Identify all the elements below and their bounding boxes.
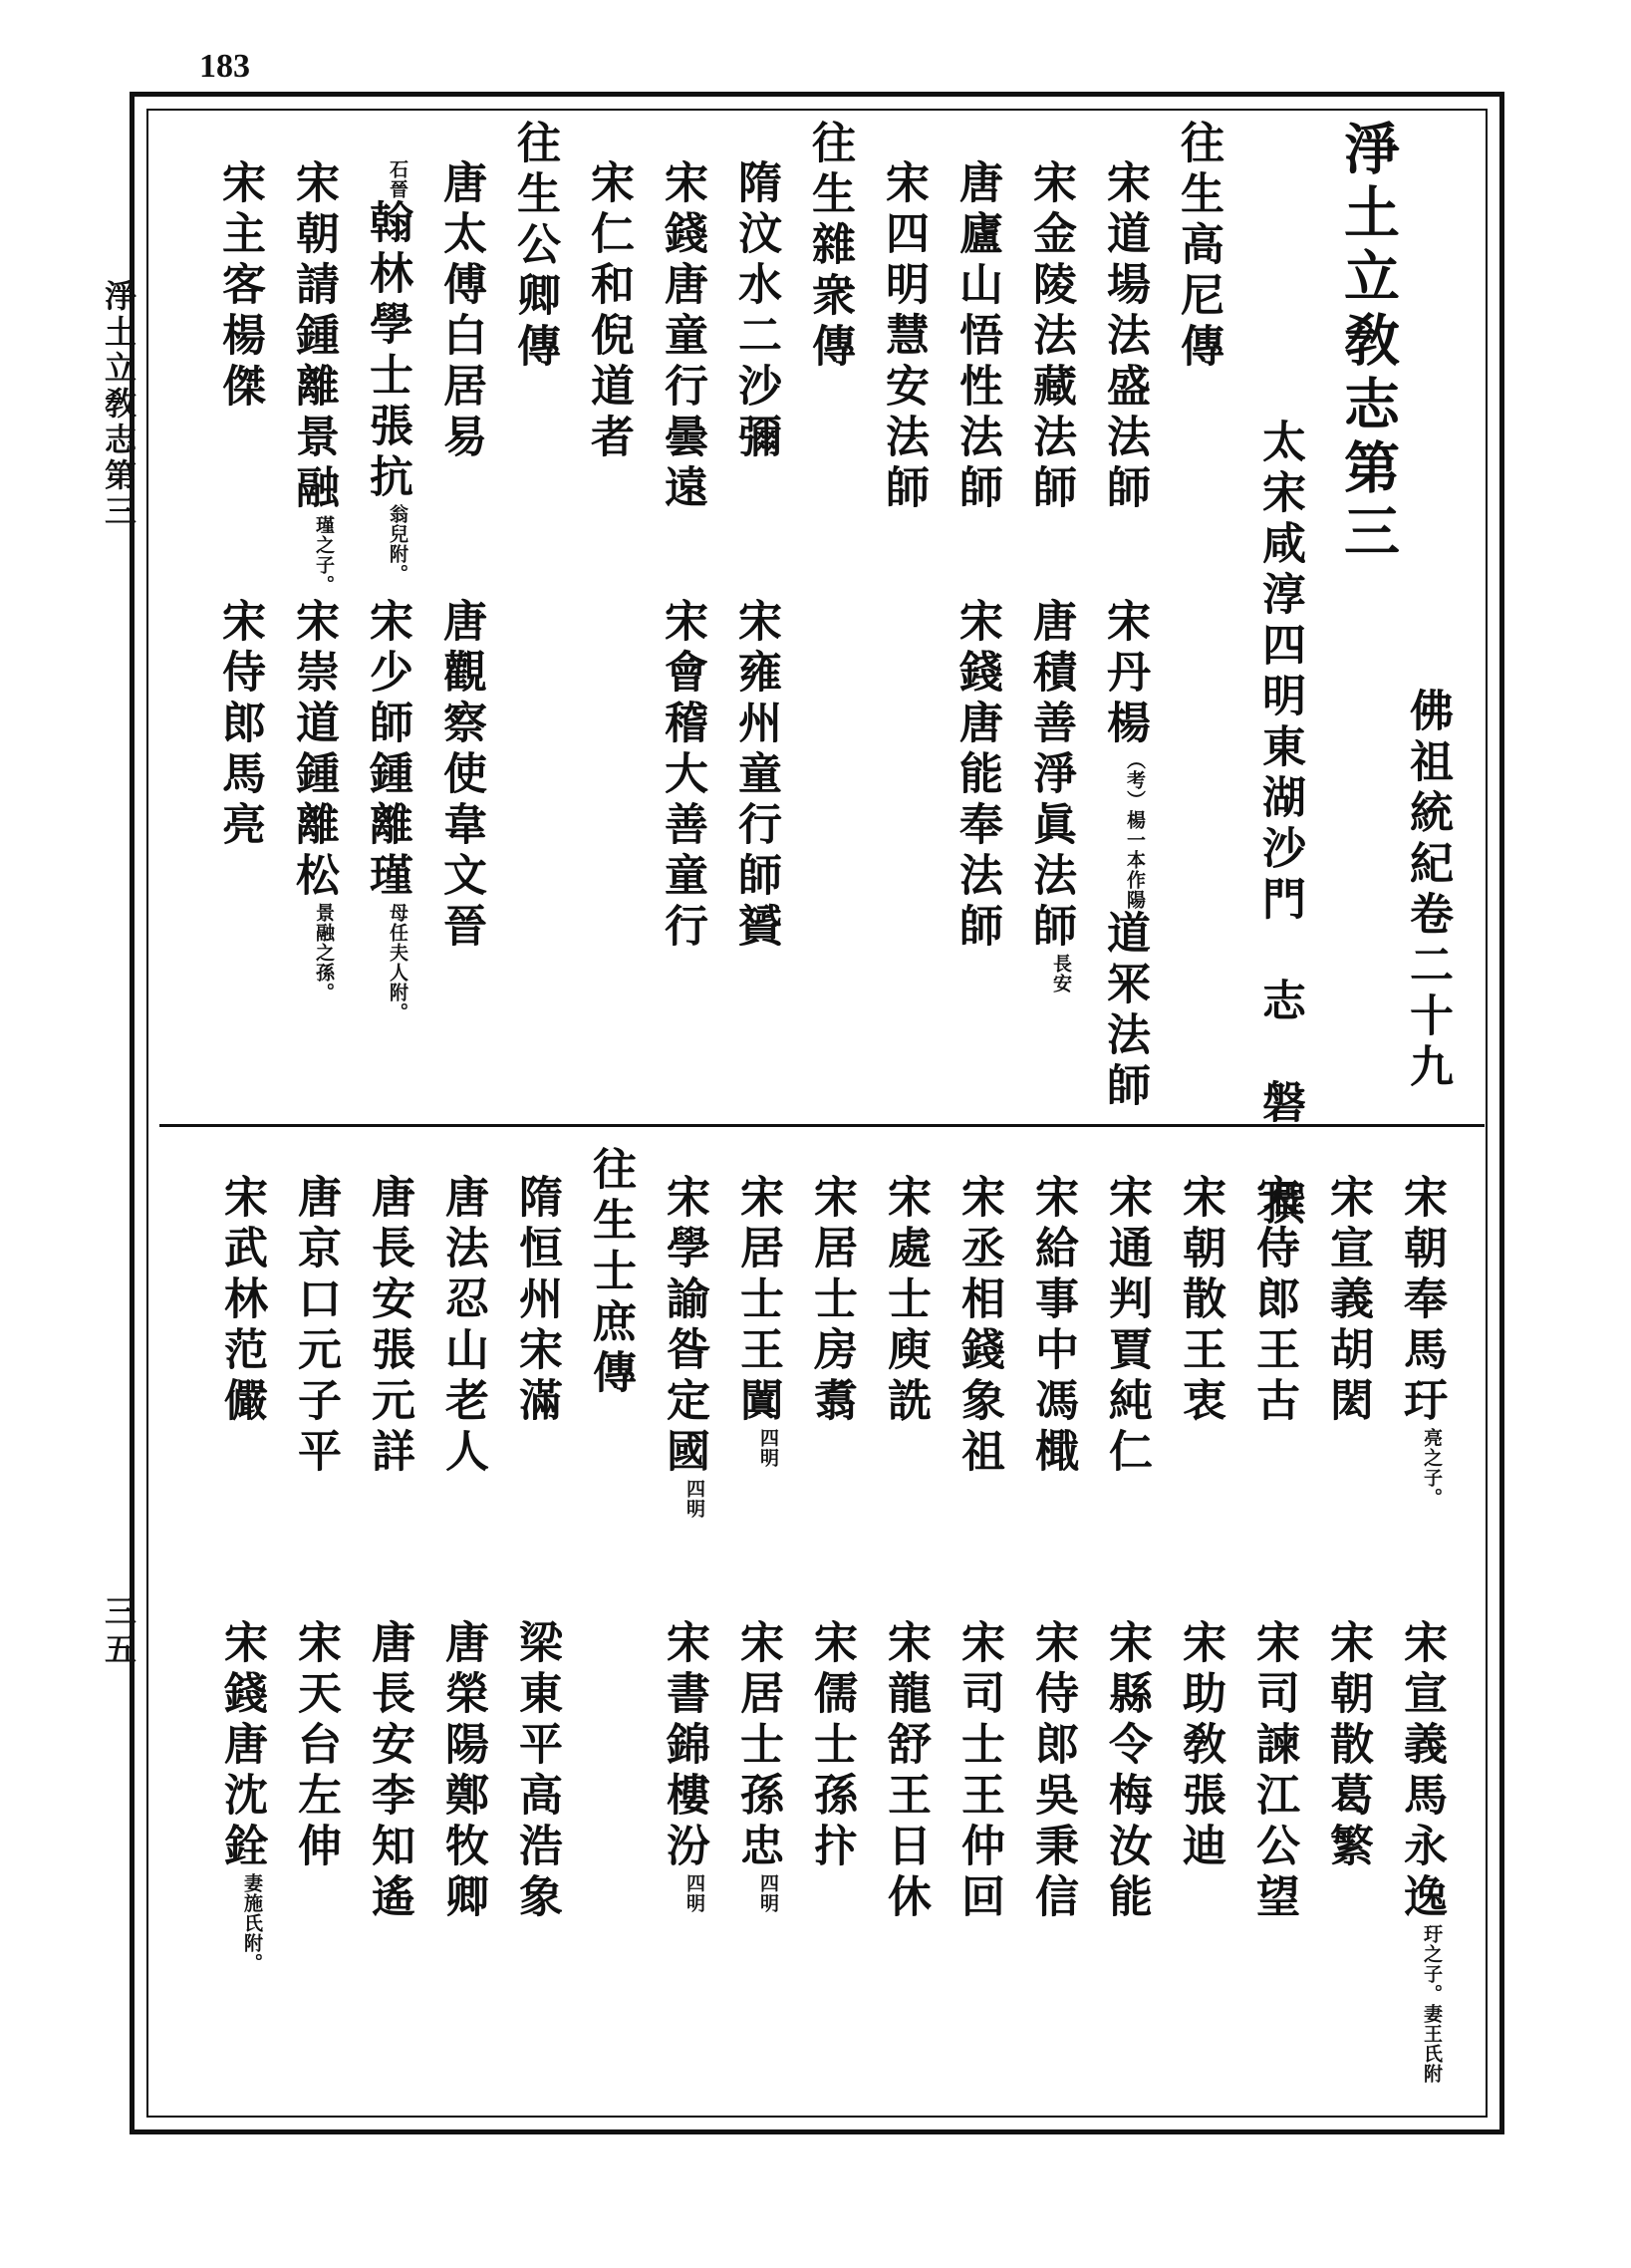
author-line: 太宋咸淳四明東湖沙門 志 磐 撰 — [1254, 419, 1305, 1232]
margin-label: 淨土立敎志第三 — [100, 279, 137, 530]
bottom-col-6b: 宋侍郎吳秉信 — [1027, 1619, 1078, 1924]
annotation: 玗之子。妻王氏附 — [1421, 1924, 1443, 2084]
bottom-col-2a: 宋宣義胡閎 — [1322, 1174, 1373, 1428]
top-col-11b: 唐觀察使韋文晉 — [435, 598, 486, 954]
bottom-col-17b: 宋錢唐沈銓妻施氏附。 — [216, 1619, 267, 1973]
chapter-title: 淨土立敎志第三 — [1335, 120, 1401, 566]
top-col-3b: 唐積善淨眞法師長安 — [1025, 598, 1076, 993]
annotation: 四明 — [683, 1479, 705, 1519]
annotation: 四明 — [683, 1873, 705, 1913]
bottom-col-7b: 宋司士王仲回 — [953, 1619, 1004, 1924]
bottom-col-11a: 宋學諭昝定國四明 — [659, 1174, 709, 1519]
bottom-col-12: 往生士庶傳 — [585, 1146, 636, 1400]
page-number: 183 — [199, 48, 250, 85]
bottom-col-6a: 宋給事中馮檝 — [1027, 1174, 1078, 1479]
annotation: 翁兒附。 — [387, 504, 408, 584]
top-col-12a: 石晉翰林學士張抗翁兒附。 — [362, 159, 412, 584]
bottom-col-14a: 唐法忍山老人 — [437, 1174, 488, 1479]
top-col-9: 宋仁和倪道者 — [583, 159, 634, 464]
bottom-col-17a: 宋武林范儼 — [216, 1174, 267, 1428]
bottom-col-15b: 唐長安李知遙 — [364, 1619, 414, 1924]
bottom-col-13a: 隋恒州宋滿 — [511, 1174, 562, 1428]
top-col-4a: 唐廬山悟性法師 — [951, 159, 1002, 515]
annotation: 妻施氏附。 — [241, 1873, 263, 1973]
top-col-2b: 宋丹楊（考）楊一本作陽道冞法師 — [1099, 598, 1150, 1113]
section-heading: 往生高尼傳 — [1173, 120, 1223, 374]
top-col-8b: 宋會稽大善童行 — [657, 598, 707, 954]
bottom-col-8a: 宋處士庾詵 — [880, 1174, 931, 1428]
top-col-2a: 宋道場法盛法師 — [1099, 159, 1150, 515]
top-col-8a: 宋錢唐童行曇遠 — [657, 159, 707, 515]
book-title: 佛祖統紀卷二十九 — [1402, 688, 1453, 1094]
bottom-col-5a: 宋通判賈純仁 — [1101, 1174, 1152, 1479]
annotation: （考）楊一本作陽 — [1124, 750, 1146, 910]
bottom-col-10b: 宋居士孫忠四明 — [732, 1619, 783, 1913]
bottom-col-9a: 宋居士房翥 — [806, 1174, 857, 1428]
top-col-10: 往生公卿傳 — [509, 120, 560, 374]
leaf-number: 三五 — [100, 1594, 137, 1670]
top-col-3a: 宋金陵法藏法師 — [1025, 159, 1076, 515]
bottom-col-13b: 梁東平高浩象 — [511, 1619, 562, 1924]
bottom-col-8b: 宋龍舒王日休 — [880, 1619, 931, 1924]
bottom-col-4a: 宋朝散王衷 — [1175, 1174, 1225, 1428]
bottom-col-16a: 唐京口元子平 — [290, 1174, 341, 1479]
bottom-col-16b: 宋天台左伸 — [290, 1619, 341, 1873]
annotation: 亮之子。 — [1421, 1428, 1443, 1508]
top-col-5: 宋四明慧安法師 — [878, 159, 929, 515]
top-col-7a: 隋汶水二沙彌 — [730, 159, 781, 464]
top-col-14b: 宋侍郎馬亮 — [214, 598, 265, 852]
bottom-col-10a: 宋居士王闐四明 — [732, 1174, 783, 1468]
annotation: 石晉 — [387, 159, 408, 199]
annotation: 四明 — [757, 1873, 779, 1913]
top-col-11a: 唐太傅白居易 — [435, 159, 486, 464]
top-col-4b: 宋錢唐能奉法師 — [951, 598, 1002, 954]
bottom-col-1a: 宋朝奉馬玗亮之子。 — [1396, 1174, 1447, 1508]
annotation: 四明 — [757, 1428, 779, 1468]
bottom-col-15a: 唐長安張元詳 — [364, 1174, 414, 1479]
top-col-13a: 宋朝請鍾離景融瑾之子。 — [288, 159, 339, 595]
bottom-col-1b: 宋宣義馬永逸玗之子。妻王氏附 — [1396, 1619, 1447, 2084]
top-col-6: 往生雜衆傳 — [804, 120, 855, 374]
bottom-col-4b: 宋助敎張迪 — [1175, 1619, 1225, 1873]
bottom-col-3a: 宋侍郎王古 — [1248, 1174, 1299, 1428]
annotation: 瑾之子。 — [313, 515, 335, 595]
top-col-12b: 宋少師鍾離瑾母任夫人附。 — [362, 598, 412, 1022]
bottom-col-9b: 宋儒士孫抃 — [806, 1619, 857, 1873]
bottom-col-11b: 宋書錦樓汾四明 — [659, 1619, 709, 1913]
top-col-1 — [1173, 120, 1223, 374]
annotation: 長安 — [1050, 954, 1072, 993]
top-col-7b: 宋雍州童行師贇 — [730, 598, 781, 954]
bottom-col-2b: 宋朝散葛繁 — [1322, 1619, 1373, 1873]
annotation: 景融之孫。 — [313, 903, 335, 1002]
top-col-13b: 宋崇道鍾離松景融之孫。 — [288, 598, 339, 1002]
top-col-14a: 宋主客楊傑 — [214, 159, 265, 414]
bottom-col-14b: 唐榮陽鄭牧卿 — [437, 1619, 488, 1924]
bottom-col-3b: 宋司諫江公望 — [1248, 1619, 1299, 1924]
annotation: 母任夫人附。 — [387, 903, 408, 1022]
bottom-col-7a: 宋丞相錢象祖 — [953, 1174, 1004, 1479]
bottom-col-5b: 宋縣令梅汝能 — [1101, 1619, 1152, 1924]
